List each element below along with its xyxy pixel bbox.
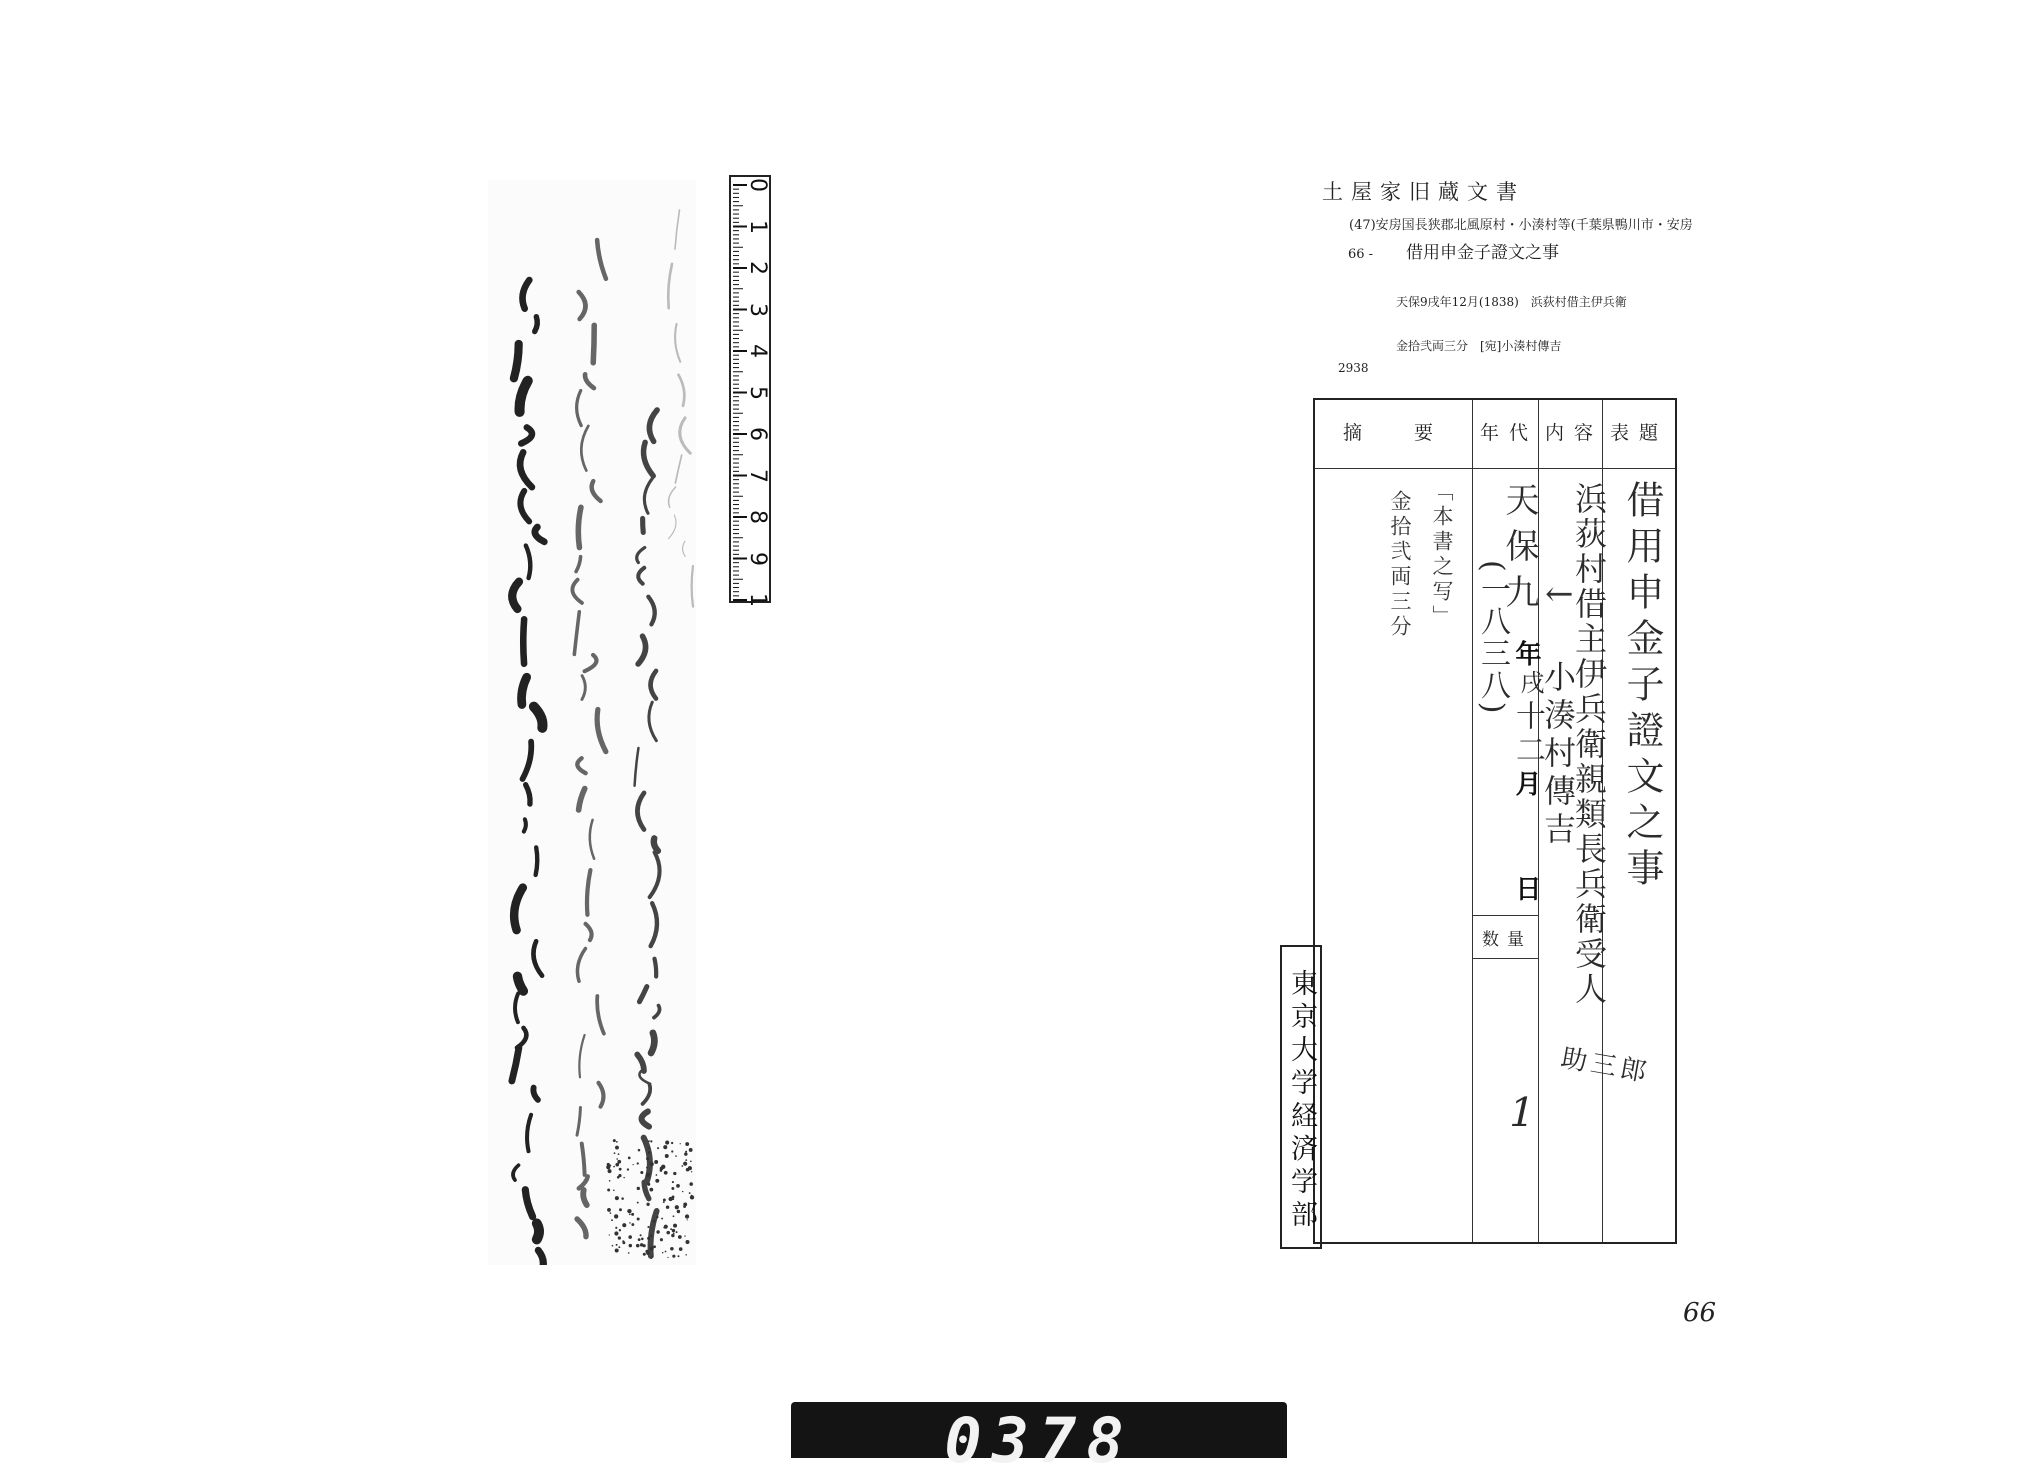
brush-stroke: [678, 375, 684, 406]
speckle: [628, 1235, 632, 1239]
brush-stroke: [675, 210, 680, 249]
frame-counter: [791, 1402, 1287, 1477]
speckle: [685, 1142, 689, 1146]
brush-stroke: [577, 949, 585, 982]
speckle: [654, 1160, 658, 1164]
brush-stroke: [599, 1083, 604, 1107]
speckle: [684, 1235, 685, 1236]
brush-stroke: [574, 612, 579, 655]
speckle: [673, 1232, 675, 1234]
brush-stroke: [637, 1055, 644, 1072]
brush-stroke: [692, 566, 693, 607]
brush-stroke: [668, 264, 672, 308]
date-western: (一八三八): [1475, 560, 1510, 716]
speckle: [690, 1161, 692, 1163]
speckle: [684, 1152, 687, 1155]
ruler-label: 0: [745, 178, 770, 192]
brush-stroke: [651, 903, 657, 946]
brush-stroke: [649, 702, 656, 741]
page-number: 66: [1683, 1298, 1717, 1328]
speckle: [657, 1147, 659, 1149]
speckle: [647, 1183, 650, 1186]
date-header: 年代: [1480, 422, 1539, 444]
speckle: [675, 1155, 677, 1157]
speckle: [671, 1142, 673, 1144]
brush-stroke: [581, 426, 588, 471]
brush-stroke: [537, 1250, 544, 1265]
speckle: [640, 1234, 642, 1236]
speckle: [617, 1160, 621, 1164]
brush-stroke: [514, 888, 523, 930]
speckle: [641, 1238, 644, 1241]
speckle: [691, 1171, 692, 1172]
brush-stroke: [517, 976, 523, 991]
speckle: [685, 1151, 687, 1153]
speckle: [645, 1250, 648, 1253]
speckle: [616, 1244, 618, 1246]
speckle: [647, 1237, 650, 1240]
speckle: [670, 1247, 674, 1251]
brush-stroke: [514, 344, 519, 378]
date-month-label: 月: [1511, 770, 1541, 796]
speckle: [633, 1164, 634, 1165]
speckle: [687, 1219, 688, 1220]
summary-amount: 金拾弐両三分: [1388, 490, 1412, 640]
document-number: 66 -: [1348, 247, 1374, 262]
brush-stroke: [512, 582, 519, 609]
speckle: [665, 1141, 669, 1145]
brush-stroke: [638, 568, 644, 584]
brush-stroke: [683, 541, 686, 556]
speckle: [637, 1187, 640, 1190]
brush-stroke: [513, 1165, 518, 1180]
speckle: [648, 1147, 650, 1149]
title-header: 表題: [1610, 422, 1669, 444]
speckle: [651, 1258, 652, 1259]
brush-stroke: [534, 707, 543, 728]
brush-stroke: [579, 292, 586, 319]
speckle: [675, 1205, 679, 1209]
ruler-label: 5: [745, 385, 770, 400]
speckle: [685, 1240, 689, 1244]
brush-stroke: [644, 478, 652, 513]
speckle: [666, 1231, 670, 1235]
brush-stroke: [583, 1190, 587, 1205]
document-title: 借用申金子證文之事: [1406, 243, 1559, 263]
speckle: [683, 1162, 687, 1166]
speckle: [619, 1229, 621, 1231]
brush-stroke: [579, 789, 585, 810]
university-stamp: 東京大学経済学部: [1280, 945, 1322, 1249]
quantity-value: 1: [1504, 1090, 1544, 1136]
scroll-handwriting-image: [488, 180, 696, 1265]
brush-stroke: [522, 677, 527, 704]
brush-stroke: [579, 1176, 588, 1188]
brush-stroke: [651, 671, 657, 699]
speckle: [622, 1223, 626, 1227]
brush-stroke: [587, 870, 590, 915]
speckle: [663, 1199, 666, 1202]
speckle: [629, 1214, 631, 1216]
speckle: [646, 1203, 649, 1206]
ruler-label: 6: [745, 427, 770, 441]
brush-stroke: [523, 619, 524, 663]
speckle: [647, 1226, 649, 1228]
brush-stroke: [597, 709, 606, 751]
date-year-label: 年: [1511, 640, 1541, 666]
speckle: [655, 1179, 659, 1183]
speckle: [665, 1154, 669, 1158]
content-guarantor: 助三郎: [1558, 1043, 1653, 1089]
speckle: [614, 1152, 616, 1154]
speckle: [665, 1251, 667, 1253]
brush-stroke: [648, 597, 654, 625]
brush-stroke: [533, 941, 542, 975]
quantity-top-divider: [1472, 915, 1538, 916]
speckle: [673, 1172, 676, 1175]
speckle: [663, 1145, 667, 1149]
ruler-label: 2: [745, 261, 770, 275]
ruler-label: 4: [745, 344, 770, 358]
brush-stroke: [655, 959, 657, 977]
header-row-divider: [1315, 468, 1675, 469]
ruler-label: 1: [745, 593, 770, 607]
speckle: [607, 1208, 611, 1212]
speckle: [671, 1187, 674, 1190]
speckle: [672, 1196, 675, 1199]
speckle: [656, 1174, 658, 1176]
speckle: [636, 1244, 640, 1248]
brush-stroke: [639, 987, 646, 1002]
brush-stroke: [638, 636, 645, 664]
brush-stroke: [533, 1088, 538, 1100]
speckle: [627, 1209, 631, 1213]
brush-stroke: [643, 1084, 651, 1104]
speckle: [631, 1213, 634, 1216]
speckle: [685, 1214, 689, 1218]
brush-stroke: [577, 1219, 586, 1237]
speckle: [613, 1139, 616, 1142]
brush-stroke: [536, 847, 538, 875]
brush-stroke: [593, 325, 594, 363]
brush-stroke: [520, 381, 528, 412]
location-line: (47)安房国長狭郡北風原村・小湊村等(千葉県鴨川市・安房: [1349, 218, 1693, 233]
speckle: [656, 1230, 659, 1233]
speckle: [681, 1165, 683, 1167]
ruler-label: 1: [745, 219, 770, 234]
speckle: [648, 1140, 650, 1142]
brush-stroke: [668, 515, 676, 539]
speckle: [615, 1146, 619, 1150]
speckle: [615, 1227, 617, 1229]
speckle: [637, 1202, 639, 1204]
speckle: [666, 1205, 669, 1208]
brush-stroke: [576, 557, 580, 572]
brush-stroke: [577, 758, 585, 773]
ruler-label: 8: [745, 510, 770, 524]
brush-stroke: [637, 548, 645, 563]
speckle: [661, 1165, 665, 1169]
brush-stroke: [680, 418, 690, 453]
speckle: [664, 1171, 668, 1175]
speckle: [671, 1234, 674, 1237]
quantity-header-divider: [1472, 958, 1538, 959]
speckle: [613, 1190, 615, 1192]
brush-stroke: [635, 748, 639, 786]
speckle: [667, 1257, 668, 1258]
speckle: [677, 1255, 679, 1257]
speckle: [619, 1208, 622, 1211]
speckle: [612, 1245, 614, 1247]
speckle: [671, 1150, 673, 1152]
brush-stroke: [535, 527, 544, 542]
speckle: [650, 1162, 654, 1166]
brush-stroke: [586, 924, 592, 940]
date-kanshi: 戌: [1516, 670, 1544, 698]
speckle: [676, 1231, 678, 1233]
speckle: [627, 1168, 629, 1170]
speckle: [621, 1197, 624, 1200]
speckle: [615, 1249, 619, 1253]
speckle: [685, 1254, 686, 1255]
speckle: [679, 1247, 683, 1251]
speckle: [650, 1140, 652, 1142]
speckle: [683, 1202, 687, 1206]
brush-stroke: [585, 655, 597, 671]
brush-stroke: [512, 1048, 519, 1081]
speckle: [678, 1235, 682, 1239]
speckle: [629, 1222, 631, 1224]
speckle: [618, 1236, 621, 1239]
brush-stroke: [578, 507, 581, 547]
brush-stroke: [525, 1190, 532, 1217]
quantity-header: 数量: [1482, 930, 1532, 950]
brush-stroke: [590, 820, 594, 859]
speckle: [676, 1184, 680, 1188]
arrow-down-icon: ↓: [1538, 580, 1578, 609]
speckle: [622, 1241, 625, 1244]
speckle: [661, 1218, 663, 1220]
speckle: [689, 1192, 691, 1194]
brush-stroke: [572, 580, 582, 603]
speckle: [648, 1151, 651, 1154]
speckle: [663, 1227, 665, 1229]
speckle: [615, 1196, 619, 1200]
brush-stroke: [577, 1107, 580, 1135]
speckle: [670, 1228, 672, 1230]
content-recipient: 小湊村傳吉: [1539, 660, 1577, 850]
speckle: [649, 1173, 650, 1174]
brush-stroke: [523, 742, 532, 779]
speckle: [610, 1212, 612, 1214]
speckle: [650, 1235, 653, 1238]
ruler-label: 9: [745, 551, 770, 566]
speckle: [680, 1143, 681, 1144]
brush-stroke: [521, 427, 532, 443]
ruler-label: 7: [745, 468, 770, 483]
speckle: [629, 1244, 632, 1247]
speckle: [673, 1215, 675, 1217]
brush-stroke: [522, 280, 529, 309]
brush-stroke: [651, 1033, 654, 1053]
brush-stroke: [675, 324, 680, 362]
brush-stroke: [515, 993, 518, 1022]
brush-stroke: [577, 391, 582, 426]
brush-stroke: [650, 852, 660, 897]
summary-header: 摘要: [1343, 422, 1486, 444]
amount-and-recipient: 金拾弐両三分 [宛]小湊村傳吉: [1396, 339, 1562, 353]
brush-stroke: [585, 374, 594, 388]
brush-stroke: [675, 455, 681, 483]
frame-counter-digits: 0378: [944, 1404, 1134, 1477]
brush-stroke: [654, 838, 658, 851]
content-header: 内容: [1545, 422, 1604, 444]
speckle: [619, 1168, 622, 1171]
scroll-photocopy: [488, 180, 696, 1265]
brush-stroke: [637, 793, 644, 830]
brush-stroke: [644, 442, 654, 475]
speckle: [653, 1245, 656, 1248]
title-value: 借用申金子證文之事: [1620, 480, 1664, 894]
brush-stroke: [520, 452, 532, 487]
catalogue-card-table: [1313, 398, 1677, 1244]
speckle: [638, 1238, 641, 1241]
brush-stroke: [526, 785, 530, 804]
speckle: [640, 1171, 643, 1174]
speckle: [616, 1158, 618, 1160]
brush-stroke: [582, 1144, 585, 1175]
speckle: [656, 1216, 659, 1219]
speckle: [614, 1214, 618, 1218]
speckle: [618, 1246, 620, 1248]
brush-stroke: [642, 1111, 649, 1126]
speckle: [649, 1188, 653, 1192]
speckle: [628, 1252, 630, 1254]
brush-stroke: [520, 491, 529, 522]
speckle: [643, 1253, 646, 1256]
brush-stroke: [669, 487, 676, 507]
brush-stroke: [526, 546, 530, 579]
speckle: [663, 1201, 665, 1203]
speckle: [647, 1253, 649, 1255]
speckle: [638, 1149, 641, 1152]
measuring-ruler: [729, 175, 771, 607]
speckle: [646, 1167, 648, 1169]
brush-stroke: [527, 1115, 531, 1151]
brush-stroke: [597, 996, 604, 1034]
speckle: [609, 1180, 611, 1182]
speckle: [690, 1195, 694, 1199]
brush-stroke: [597, 240, 606, 279]
speckle: [608, 1169, 612, 1173]
speckle: [660, 1238, 663, 1241]
speckle: [607, 1189, 610, 1192]
speckle: [609, 1234, 610, 1235]
column-divider: [1472, 400, 1473, 1242]
speckle: [614, 1231, 618, 1235]
ruler-label: 3: [745, 302, 770, 317]
speckle: [637, 1217, 640, 1220]
speckle: [628, 1156, 631, 1159]
summary-note: 「本書之写」: [1430, 480, 1454, 630]
brush-stroke: [592, 481, 601, 501]
brush-stroke: [654, 1006, 660, 1018]
date-day-label: 日: [1511, 875, 1541, 901]
speckle: [611, 1219, 613, 1221]
speckle: [618, 1153, 620, 1155]
brush-stroke: [524, 819, 526, 831]
date-era: 天保九: [1499, 482, 1539, 620]
speckle: [609, 1164, 611, 1166]
record-id: 2938: [1338, 361, 1369, 375]
speckle: [673, 1224, 677, 1228]
speckle: [623, 1177, 624, 1178]
speckle: [616, 1141, 618, 1143]
speckle: [672, 1229, 675, 1232]
speckle: [689, 1182, 693, 1186]
speckle: [618, 1174, 621, 1177]
brush-stroke: [643, 519, 644, 533]
speckle: [691, 1195, 692, 1196]
speckle: [682, 1191, 683, 1192]
date-month-number: 十二: [1510, 700, 1545, 768]
speckle: [649, 1246, 653, 1250]
speckle: [662, 1252, 663, 1253]
speckle: [677, 1210, 680, 1213]
speckle: [646, 1157, 649, 1160]
brush-stroke: [649, 410, 657, 441]
speckle: [613, 1166, 615, 1168]
brush-stroke: [579, 1035, 584, 1077]
speckle: [643, 1244, 646, 1247]
brush-stroke: [582, 676, 585, 700]
speckle: [631, 1223, 634, 1226]
collection-name: 土屋家旧蔵文書: [1322, 180, 1525, 204]
speckle: [637, 1162, 639, 1164]
speckle: [686, 1168, 690, 1172]
speckle: [689, 1148, 693, 1152]
speckle: [651, 1256, 653, 1258]
speckle: [672, 1181, 674, 1183]
speckle: [685, 1159, 687, 1161]
brush-stroke: [535, 317, 538, 332]
date-and-borrower: 天保9戌年12月(1838) 浜荻村借主伊兵衛: [1396, 295, 1627, 309]
speckle: [653, 1220, 656, 1223]
speckle: [672, 1255, 675, 1258]
brush-stroke: [537, 1223, 539, 1239]
content-borrower: 浜荻村借主伊兵衛親類長兵衛受人: [1570, 482, 1608, 1007]
